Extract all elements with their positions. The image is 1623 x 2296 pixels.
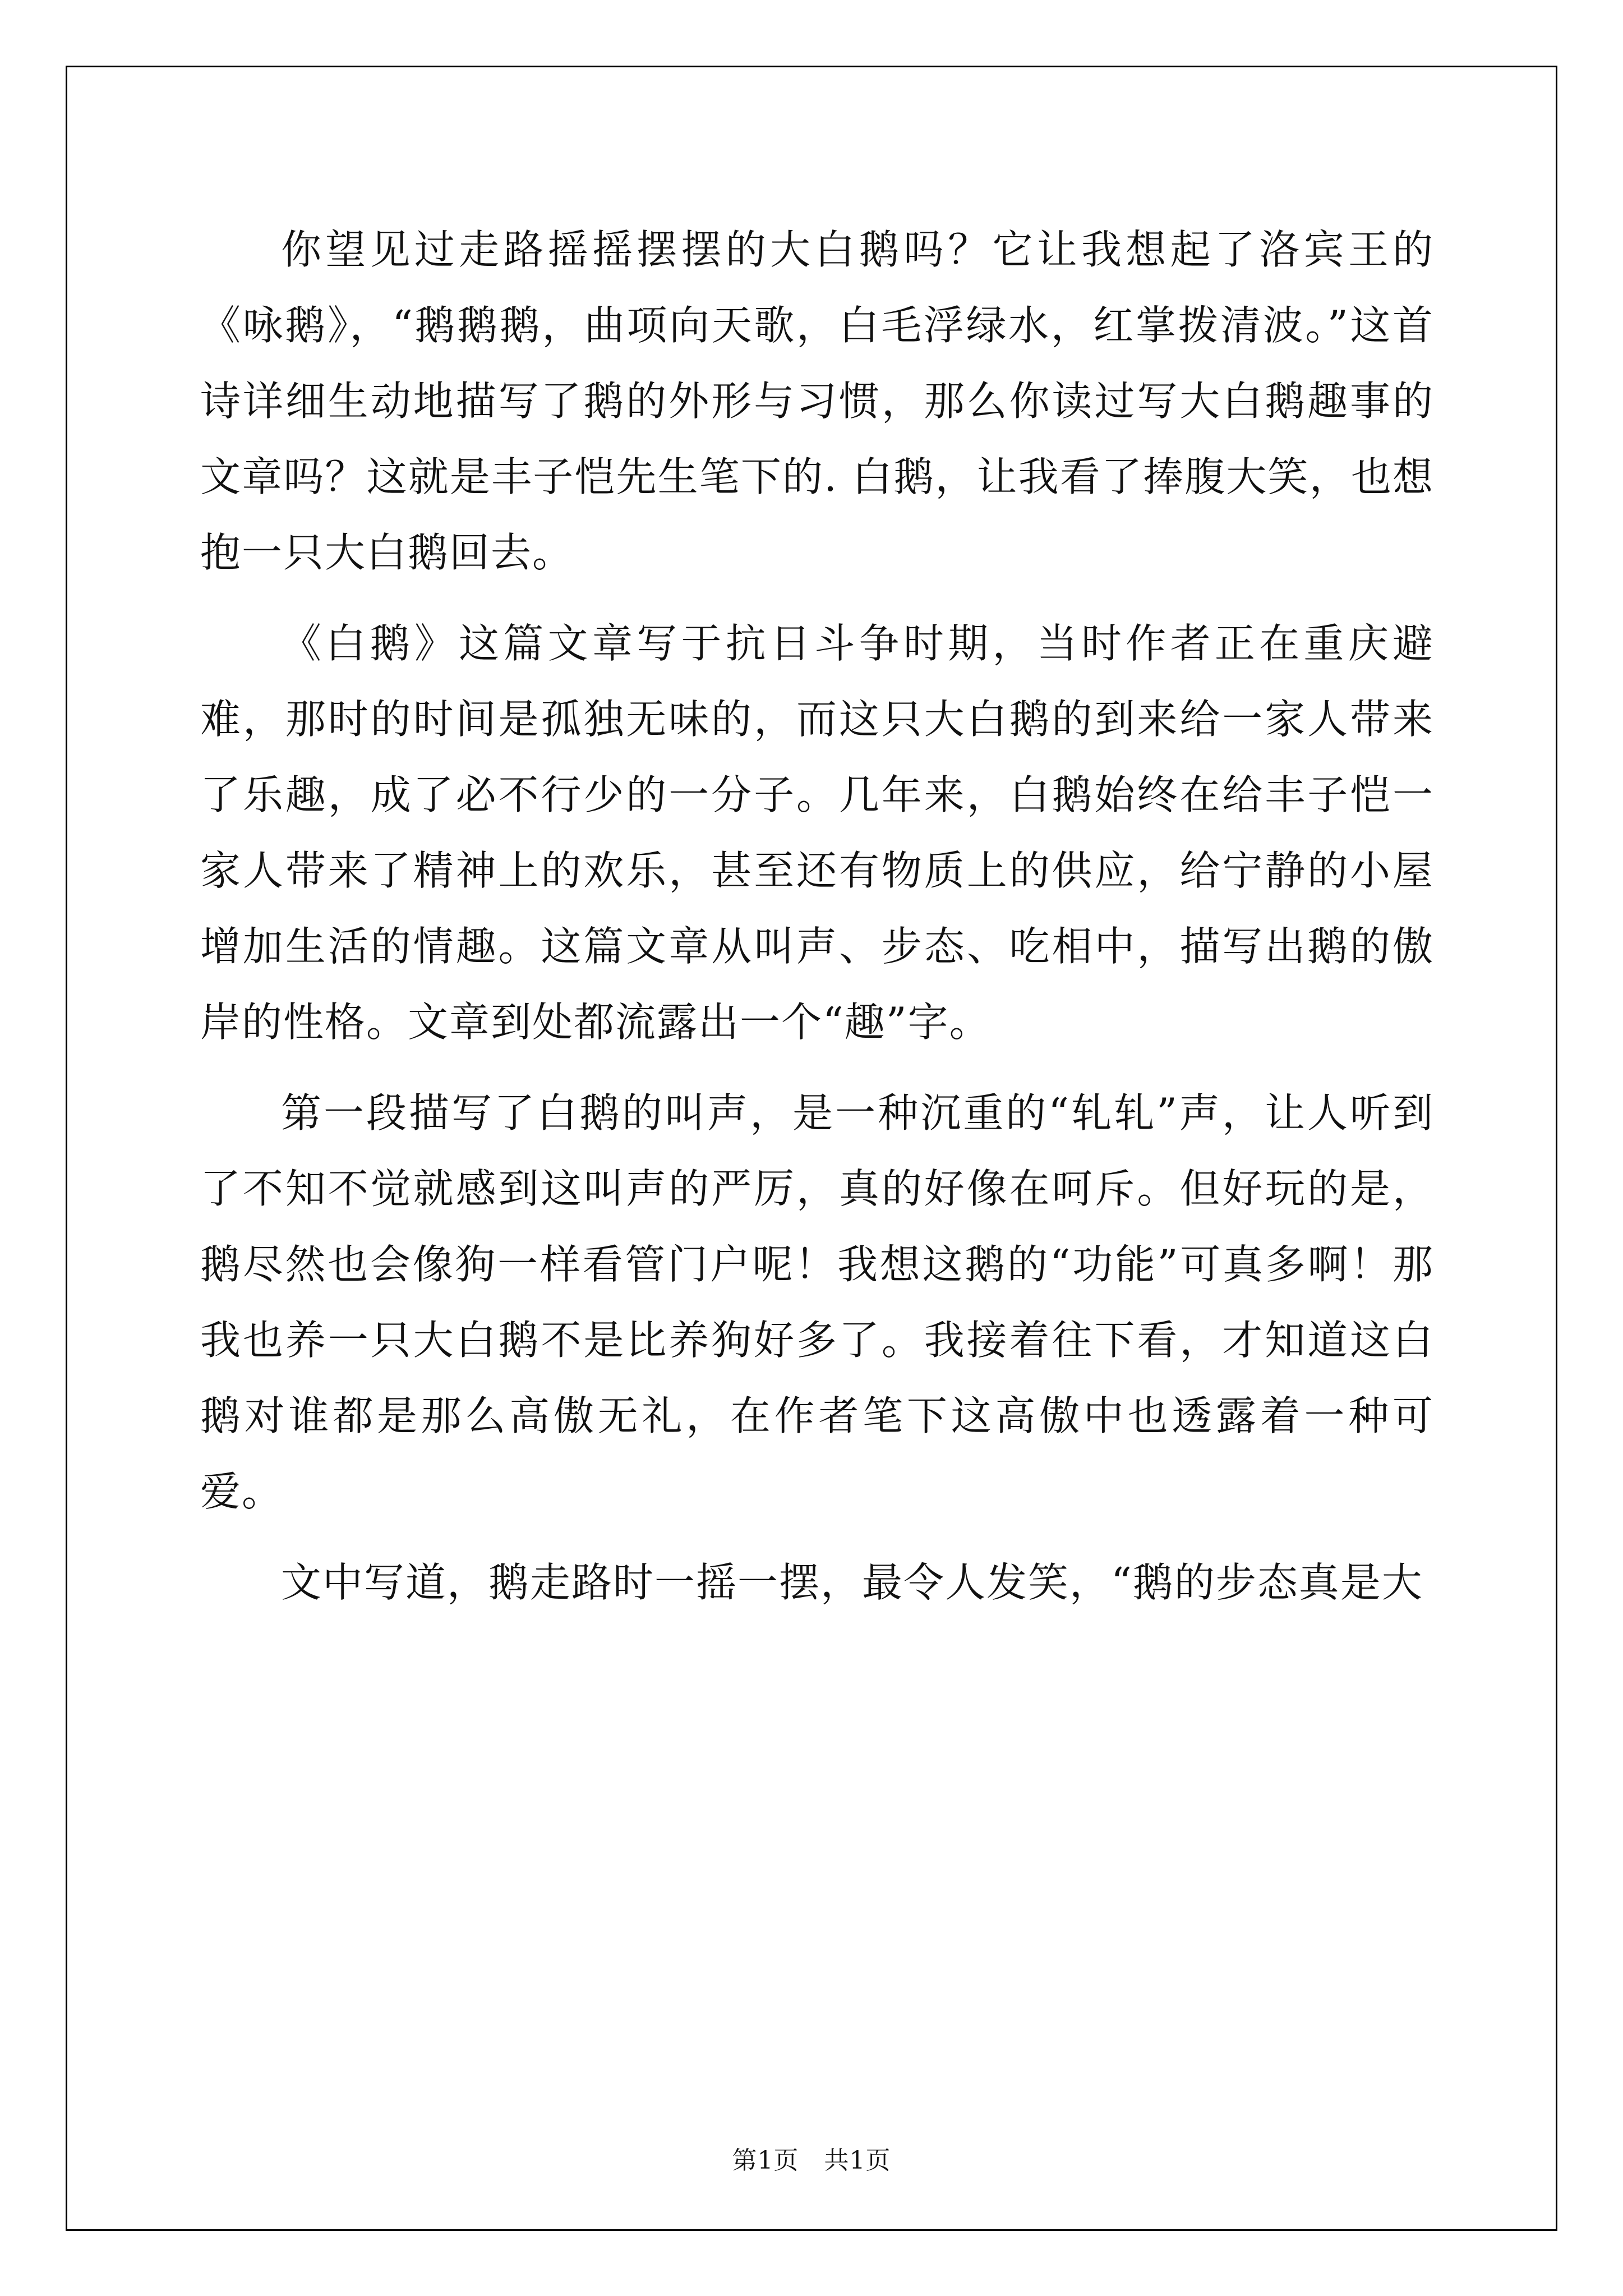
document-body [200, 212, 1434, 1636]
paragraph-2: 《白鹅》这篇文章写于抗日斗争时期，当时作者正在重庆避难，那时的时间是孤独无味的，而这只大白鹅的到来给一家人带来了乐趣，成了必不行少的一分子。几年来，白鹅始终在给丰子恺一家人带来了精神上的欢乐，甚至还有物质上的供应，给宁静的小屋增加生活的情趣。这篇文章从叫声、步态、吃相中，描写出鹅的傲岸的性格。文章到处都流露出一个“趣”字。 [200, 620, 1434, 1046]
page-footer: 第1页 共1页 [732, 2146, 891, 2175]
paragraph-4: 文中写道，鹅走路时一摇一摆，最令人发笑，“鹅的步态真是大 [281, 1559, 1423, 1606]
paragraph-1: 你望见过走路摇摇摆摆的大白鹅吗？它让我想起了洛宾王的《咏鹅》，“鹅鹅鹅，曲项向天歌，白毛浮绿水，红掌拨清波。”这首诗详细生动地描写了鹅的外形与习惯，那么你读过写大白鹅趣事的文章吗？这就是丰子恺先生笔下的. 白鹅，让我看了捧腹大笑，也想抱一只大白鹅回去。 [200, 226, 1434, 576]
paragraph-3: 第一段描写了白鹅的叫声，是一种沉重的“轧轧”声，让人听到了不知不觉就感到这叫声的严厉，真的好像在呵斥。但好玩的是，鹅尽然也会像狗一样看管门户呢！我想这鹅的“功能”可真多啊！那我也养一只大白鹅不是比养狗好多了。我接着往下看，才知道这白鹅对谁都是那么高傲无礼，在作者笔下这高傲中也透露着一种可爱。 [200, 1089, 1434, 1515]
